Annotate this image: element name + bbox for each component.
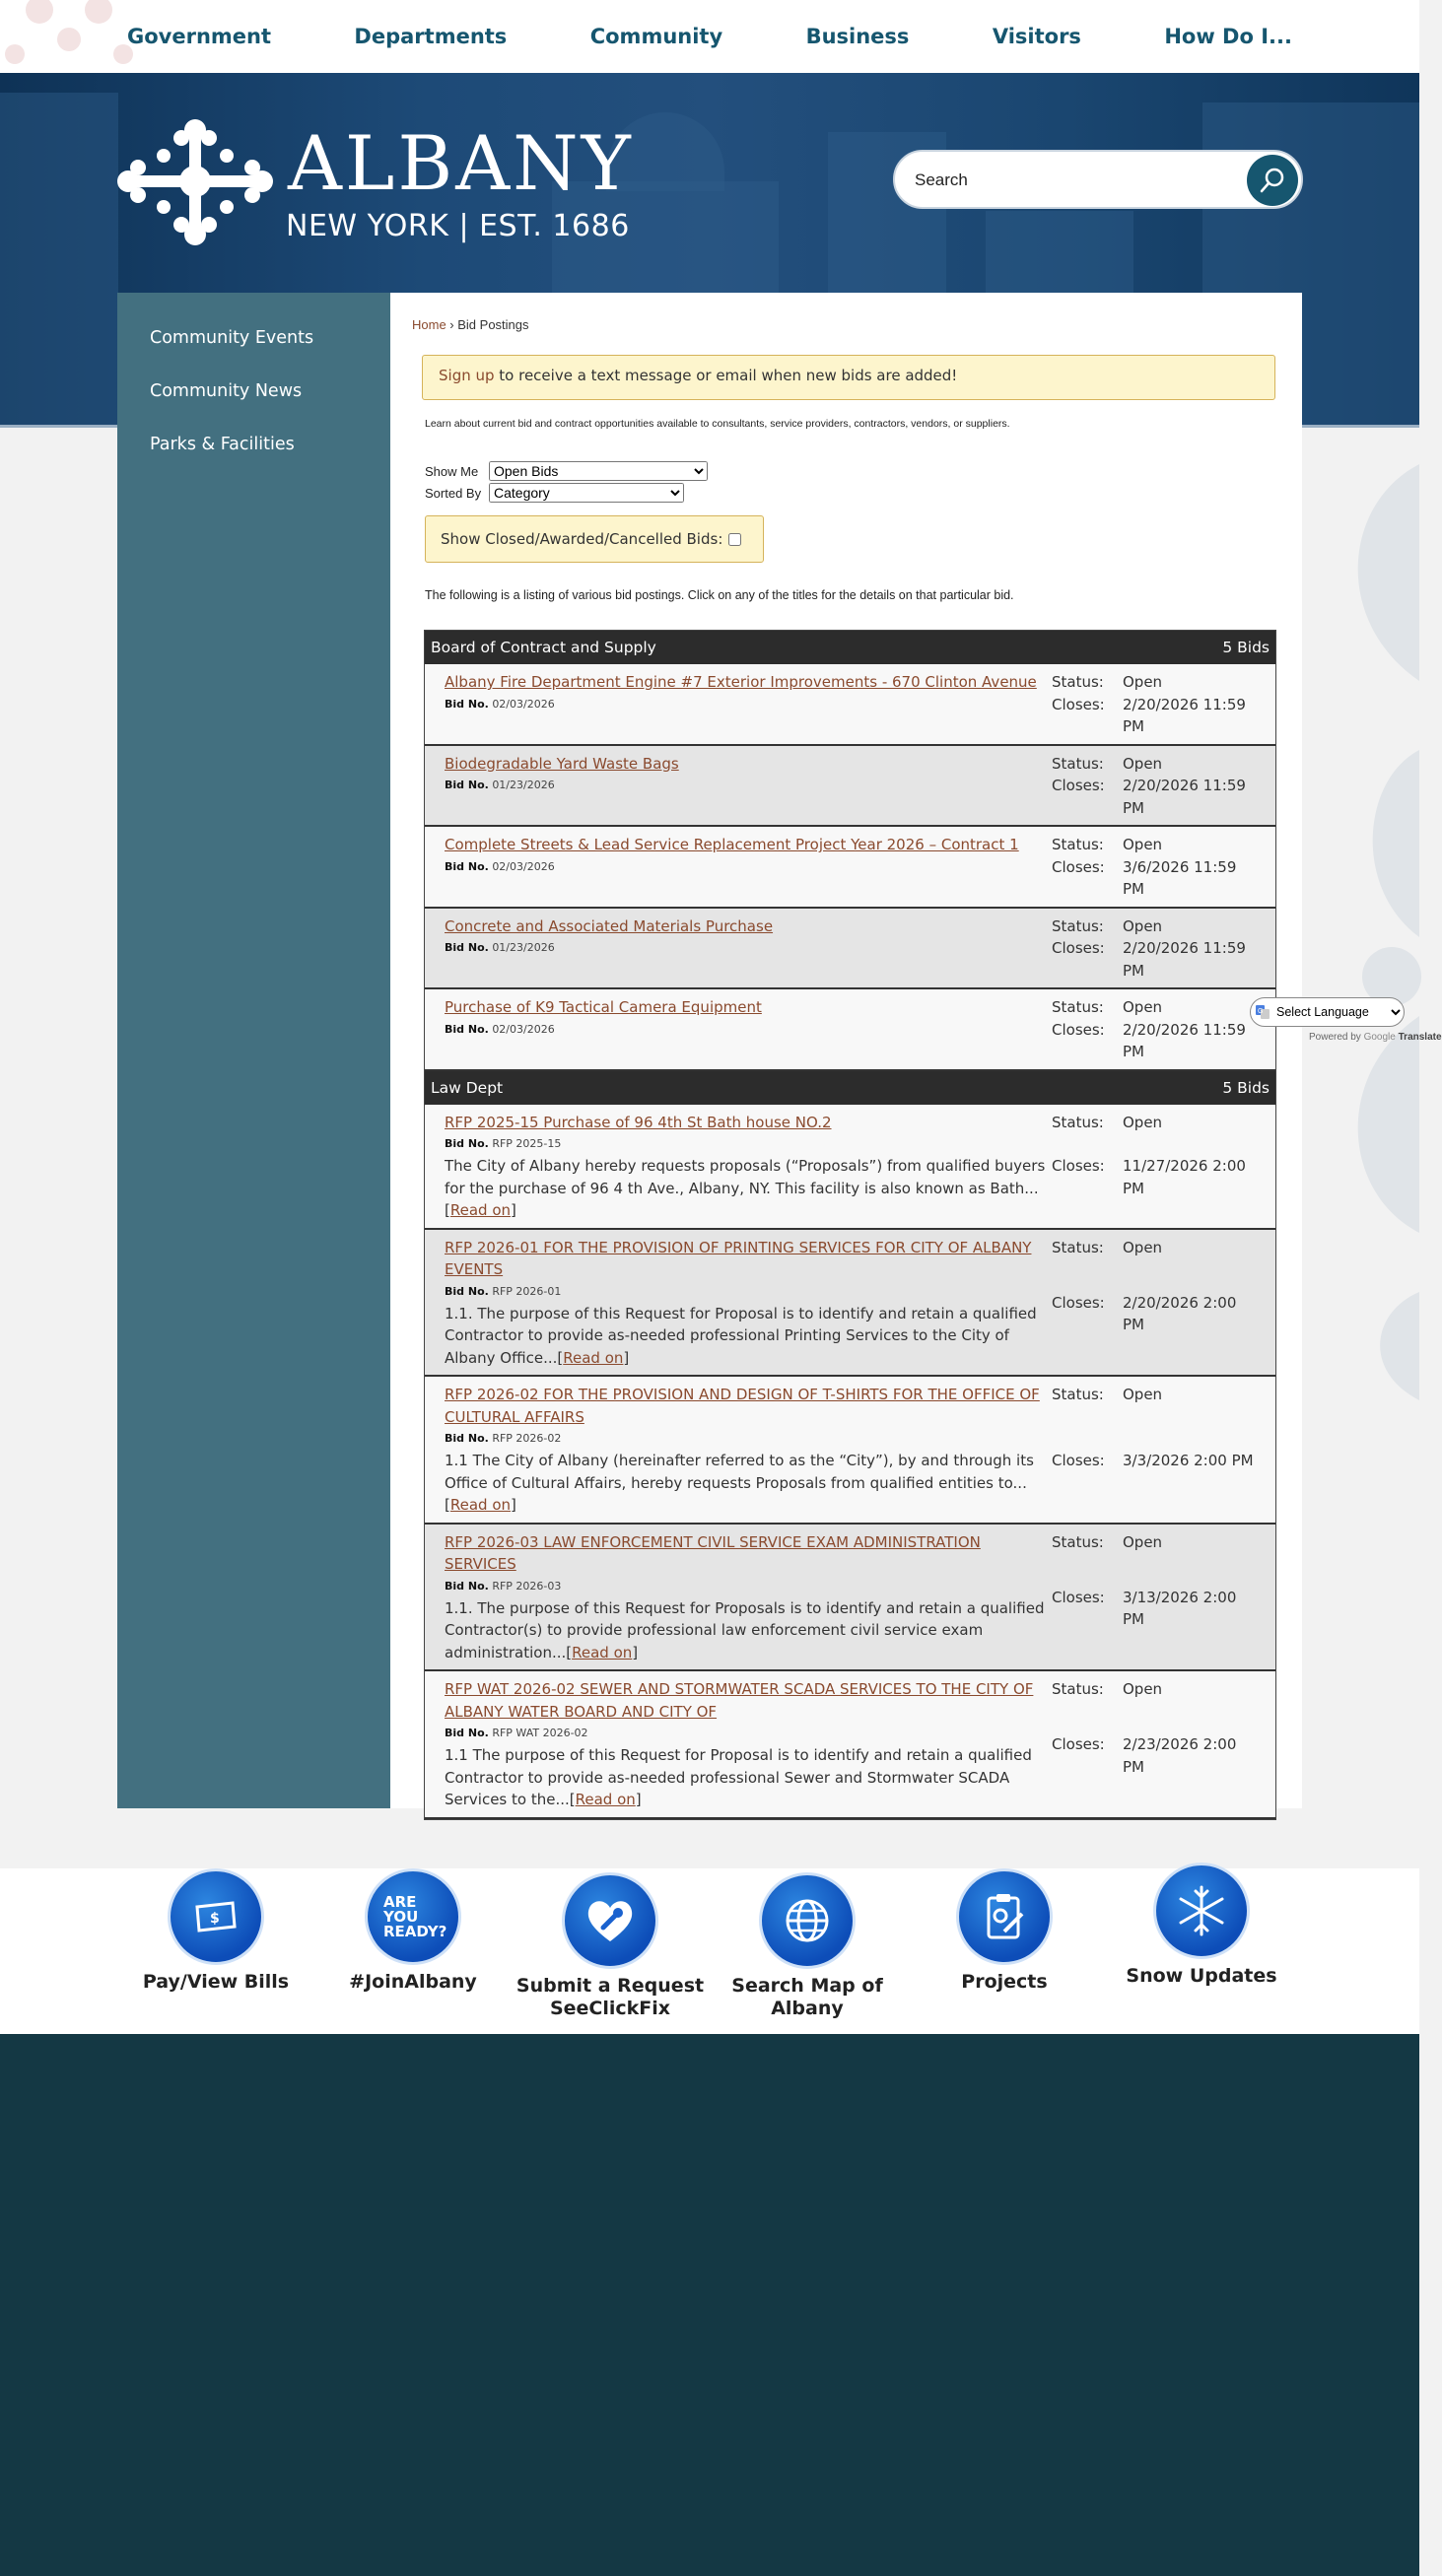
status-label: Status: xyxy=(1052,1113,1104,1131)
bid-number-value: 01/23/2026 xyxy=(492,779,555,791)
bid-meta xyxy=(1052,1531,1264,1664)
bid-description: 1.1. The purpose of this Request for Proposals is to identify and retain a qualified Contractor(s) to provide professional law enforcement civil service exam administration...[Read on] xyxy=(445,1598,1045,1661)
bid-description-text: The City of Albany hereby requests proposals (“Proposals”) from qualified buyers for the purchase of 96 4 th Ave., Albany, NY. This facility is also known as Bath... xyxy=(445,1157,1046,1197)
search-input[interactable] xyxy=(915,166,1210,195)
svg-text:G: G xyxy=(1258,1008,1264,1015)
breadcrumb-home-link[interactable]: Home xyxy=(412,317,446,332)
heart-wrench-icon xyxy=(562,1872,658,1969)
bid-description: 1.1 The purpose of this Request for Proposal is to identify and retain a qualified Contractor to provide as-needed professional Sewer and Stormwater SCADA Services to the...[Read on] xyxy=(445,1746,1032,1808)
breadcrumb xyxy=(412,317,529,332)
category-count: 5 Bids xyxy=(1222,1078,1270,1097)
closes-value: 2/20/2026 11:59 PM xyxy=(1123,695,1246,735)
quick-link-label: Projects xyxy=(961,1971,1048,1993)
quick-link-pay-bills[interactable] xyxy=(117,1868,314,1994)
bid-number-label: Bid No. xyxy=(445,941,489,954)
category-count: 5 Bids xyxy=(1222,639,1270,656)
listing-description: The following is a listing of various bid postings. Click on any of the titles for the details on that particular bid. xyxy=(425,588,1014,602)
bid-title-link[interactable]: Complete Streets & Lead Service Replacement Project Year 2026 – Contract 1 xyxy=(445,836,1019,853)
quick-link-label: #JoinAlbany xyxy=(349,1971,477,1993)
status-value: Open xyxy=(1123,1113,1163,1131)
search-icon xyxy=(1258,166,1287,195)
nav-item-how-do-i[interactable]: How Do I... xyxy=(1164,25,1292,48)
status-label: Status: xyxy=(1052,1386,1104,1403)
bid-row xyxy=(425,909,1275,990)
nav-item-community[interactable]: Community xyxy=(589,25,723,48)
category-name: Law Dept xyxy=(431,1078,504,1097)
signup-notice-text: to receive a text message or email when new bids are added! xyxy=(494,367,958,384)
status-value: Open xyxy=(1123,1238,1163,1256)
intro-text: Learn about current bid and contract opportunities available to consultants, service providers, contractors, vendors, or suppliers. xyxy=(425,418,1010,430)
closes-value: 11/27/2026 2:00 PM xyxy=(1123,1157,1246,1197)
bid-title-link[interactable]: RFP 2026-02 FOR THE PROVISION AND DESIGN OF T-SHIRTS FOR THE OFFICE OF CULTURAL AFFAIRS xyxy=(445,1386,1040,1426)
albany-logo-icon xyxy=(116,116,274,246)
bid-number xyxy=(445,694,1052,715)
bid-meta xyxy=(1052,1237,1264,1370)
bid-row xyxy=(425,664,1275,746)
closes-value: 3/6/2026 11:59 PM xyxy=(1123,857,1237,898)
bid-number-value: 02/03/2026 xyxy=(492,859,555,873)
nav-item-business[interactable]: Business xyxy=(805,25,910,48)
bid-meta xyxy=(1052,996,1264,1063)
nav-item-departments[interactable]: Departments xyxy=(354,25,508,48)
bid-description: The City of Albany hereby requests proposals (“Proposals”) from qualified buyers for the purchase of 96 4 th Ave., Albany, NY. This facility is also known as Bath...[Read on] xyxy=(445,1157,1046,1219)
are-you-ready-icon xyxy=(365,1868,461,1965)
closes-value: 3/13/2026 2:00 PM xyxy=(1123,1588,1237,1628)
svg-text:$: $ xyxy=(210,1911,220,1927)
bid-description: 1.1 The City of Albany (hereinafter referred to as the “City”), by and through its Office of Cultural Affairs, hereby requests Proposals from qualified entities to...[Read on] xyxy=(445,1452,1034,1514)
site-title[interactable]: ALBANY xyxy=(288,119,634,207)
bid-title-link[interactable]: RFP 2026-01 FOR THE PROVISION OF PRINTING SERVICES FOR CITY OF ALBANY EVENTS xyxy=(445,1238,1032,1278)
category-header xyxy=(425,1071,1275,1105)
sorted-by-select[interactable] xyxy=(489,483,684,503)
bid-description-text: 1.1 The purpose of this Request for Proposal is to identify and retain a qualified Contractor to provide as-needed professional Sewer and Stormwater SCADA Services to the... xyxy=(445,1746,1032,1808)
main-content xyxy=(390,293,1302,1808)
bid-title-link[interactable]: RFP WAT 2026-02 SEWER AND STORMWATER SCADA SERVICES TO THE CITY OF ALBANY WATER BOARD AND CITY OF xyxy=(445,1680,1034,1721)
bid-number xyxy=(445,1428,1052,1450)
search-box xyxy=(893,150,1303,209)
status-value: Open xyxy=(1123,916,1163,935)
quick-link-label: Snow Updates xyxy=(1126,1965,1277,1987)
closes-label: Closes: xyxy=(1052,1020,1105,1039)
google-translate-widget xyxy=(1250,997,1442,1043)
bid-row xyxy=(425,1525,1275,1672)
show-closed-checkbox[interactable] xyxy=(728,533,741,546)
closes-label: Closes: xyxy=(1052,1293,1105,1312)
closes-label: Closes: xyxy=(1052,1452,1105,1470)
status-label: Status: xyxy=(1052,1532,1104,1551)
bid-filters xyxy=(425,460,708,504)
clipboard-icon xyxy=(956,1868,1053,1965)
bid-number-value: RFP WAT 2026-02 xyxy=(492,1727,588,1739)
bid-number-label: Bid No. xyxy=(445,1727,489,1739)
read-on-link[interactable]: Read on xyxy=(572,1643,633,1661)
show-me-label: Show Me xyxy=(425,463,479,479)
globe-icon xyxy=(759,1872,856,1969)
status-label: Status: xyxy=(1052,754,1104,773)
bid-description-text: 1.1 The City of Albany (hereinafter referred to as the “City”), by and through its Office of Cultural Affairs, hereby requests Proposals from qualified entities to... xyxy=(445,1452,1034,1492)
closes-value: 2/20/2026 2:00 PM xyxy=(1123,1293,1237,1333)
status-label: Status: xyxy=(1052,1238,1104,1256)
signup-notice xyxy=(422,355,1275,400)
bid-number-value: 02/03/2026 xyxy=(492,697,555,711)
powered-by-google xyxy=(1309,1032,1442,1043)
bid-row xyxy=(425,827,1275,909)
top-navigation xyxy=(0,0,1419,73)
closes-value: 2/23/2026 2:00 PM xyxy=(1123,1735,1237,1776)
quick-link-snow-updates[interactable] xyxy=(1103,1863,1300,1988)
bid-title-link[interactable]: Albany Fire Department Engine #7 Exterior Improvements - 670 Clinton Avenue xyxy=(445,673,1037,691)
breadcrumb-current: Bid Postings xyxy=(457,317,529,332)
status-value: Open xyxy=(1123,673,1163,691)
sidebar-item-parks-facilities[interactable]: Parks & Facilities xyxy=(150,435,295,454)
bid-table xyxy=(424,630,1276,1820)
bid-number-value: RFP 2026-01 xyxy=(492,1284,562,1298)
bid-row xyxy=(425,1671,1275,1819)
show-closed-toggle xyxy=(425,515,764,563)
closes-label: Closes: xyxy=(1052,1588,1105,1606)
language-select[interactable] xyxy=(1250,997,1405,1027)
bid-meta xyxy=(1052,834,1264,901)
closes-value: 3/3/2026 2:00 PM xyxy=(1123,1452,1254,1470)
status-label: Status: xyxy=(1052,1680,1104,1698)
sorted-by-label: Sorted By xyxy=(425,485,482,501)
closes-value: 2/20/2026 11:59 PM xyxy=(1123,939,1246,980)
show-closed-label: Show Closed/Awarded/Cancelled Bids: xyxy=(441,530,723,548)
breadcrumb-separator: › xyxy=(446,317,458,332)
read-on-link[interactable]: Read on xyxy=(449,1201,512,1219)
bid-title-link[interactable]: Concrete and Associated Materials Purchase xyxy=(445,916,774,935)
quick-link-label: Pay/View Bills xyxy=(142,1971,290,1993)
bid-meta xyxy=(1052,671,1264,738)
sidebar xyxy=(117,293,390,1808)
bid-number xyxy=(445,1723,1052,1744)
are-you-ready-text: ARE YOU READY? xyxy=(383,1892,447,1940)
bill-icon xyxy=(168,1868,264,1965)
closes-label: Closes: xyxy=(1052,695,1105,713)
bid-number-value: 01/23/2026 xyxy=(492,941,555,954)
sidebar-item-community-events[interactable]: Community Events xyxy=(150,328,314,348)
google-brand: Google xyxy=(1363,1032,1396,1043)
quick-links xyxy=(0,1868,1419,2034)
bid-number-label: Bid No. xyxy=(445,859,489,873)
bid-meta xyxy=(1052,1678,1264,1811)
signup-link[interactable]: Sign up xyxy=(439,367,495,384)
status-label: Status: xyxy=(1052,916,1104,935)
quick-link-join-albany[interactable] xyxy=(314,1868,512,1994)
bid-row xyxy=(425,1377,1275,1525)
sidebar-item-community-news[interactable]: Community News xyxy=(150,381,303,401)
bid-number-value: RFP 2026-03 xyxy=(492,1579,562,1593)
bid-number-label: Bid No. xyxy=(445,779,489,791)
site-subtitle: NEW YORK | EST. 1686 xyxy=(286,209,630,243)
quick-link-submit-request[interactable] xyxy=(512,1868,709,2020)
bid-number xyxy=(445,1576,1052,1597)
status-label: Status: xyxy=(1052,836,1104,853)
bid-title-link[interactable]: Purchase of K9 Tactical Camera Equipment xyxy=(445,998,762,1016)
bid-number-value: 02/03/2026 xyxy=(492,1022,555,1036)
status-value: Open xyxy=(1123,1386,1163,1403)
status-label: Status: xyxy=(1052,998,1104,1016)
nav-item-government[interactable]: Government xyxy=(127,25,272,48)
bid-number xyxy=(445,1133,1052,1155)
category-header xyxy=(425,631,1275,664)
powered-by-label: Powered by xyxy=(1309,1032,1361,1043)
status-value: Open xyxy=(1123,1680,1163,1698)
bid-meta xyxy=(1052,753,1264,820)
bid-number-value: RFP 2026-02 xyxy=(492,1432,562,1445)
bid-meta xyxy=(1052,915,1264,983)
status-label: Status: xyxy=(1052,673,1104,691)
footer xyxy=(0,2034,1419,2576)
closes-label: Closes: xyxy=(1052,1157,1105,1176)
nav-item-visitors[interactable]: Visitors xyxy=(992,25,1081,48)
bid-description-text: 1.1. The purpose of this Request for Proposal is to identify and retain a qualified Contractor to provide as-needed professional Printing Services to the City of Albany Office... xyxy=(445,1304,1037,1367)
bid-number xyxy=(445,937,1052,959)
snowflake-icon xyxy=(1153,1863,1250,1959)
closes-label: Closes: xyxy=(1052,1735,1105,1753)
bid-row xyxy=(425,1105,1275,1230)
bid-number xyxy=(445,856,1052,878)
closes-value: 2/20/2026 11:59 PM xyxy=(1123,1020,1246,1060)
bid-row xyxy=(425,1230,1275,1378)
status-value: Open xyxy=(1123,836,1163,853)
closes-label: Closes: xyxy=(1052,939,1105,957)
bid-meta xyxy=(1052,1384,1264,1517)
show-me-select[interactable] xyxy=(489,461,708,481)
category-name: Board of Contract and Supply xyxy=(431,639,656,656)
closes-value: 2/20/2026 11:59 PM xyxy=(1123,777,1246,817)
read-on-link[interactable]: Read on xyxy=(449,1496,512,1514)
read-on-link[interactable]: Read on xyxy=(575,1791,636,1808)
bid-number-label: Bid No. xyxy=(445,1022,489,1036)
bid-row xyxy=(425,989,1275,1071)
read-on-link[interactable]: Read on xyxy=(563,1348,624,1367)
quick-link-search-map[interactable] xyxy=(709,1868,906,2020)
search-button[interactable] xyxy=(1247,155,1298,206)
translate-link[interactable]: Translate xyxy=(1398,1032,1442,1043)
bid-number-value: RFP 2025-15 xyxy=(492,1137,562,1150)
bid-number-label: Bid No. xyxy=(445,1137,489,1150)
bid-title-link[interactable]: RFP 2025-15 Purchase of 96 4th St Bath house NO.2 xyxy=(445,1113,832,1131)
google-translate-icon xyxy=(1256,1005,1270,1019)
quick-link-label: Submit a Request SeeClickFix xyxy=(515,1975,705,2019)
bid-meta xyxy=(1052,1112,1264,1222)
bid-title-link[interactable]: Biodegradable Yard Waste Bags xyxy=(445,754,679,773)
bid-number-label: Bid No. xyxy=(445,697,489,711)
status-value: Open xyxy=(1123,998,1163,1016)
bid-title-link[interactable]: RFP 2026-03 LAW ENFORCEMENT CIVIL SERVICE EXAM ADMINISTRATION SERVICES xyxy=(445,1532,981,1573)
bid-description: 1.1. The purpose of this Request for Proposal is to identify and retain a qualified Contractor to provide as-needed professional Printing Services to the City of Albany Office...[Read on] xyxy=(445,1304,1037,1367)
bid-row xyxy=(425,746,1275,828)
bid-number-label: Bid No. xyxy=(445,1579,489,1593)
quick-link-projects[interactable] xyxy=(906,1868,1103,1994)
status-value: Open xyxy=(1123,1532,1163,1551)
quick-link-label: Search Map of Albany xyxy=(731,1975,883,2019)
bid-number xyxy=(445,1281,1052,1303)
bid-number xyxy=(445,1019,1052,1041)
bid-description-text: 1.1. The purpose of this Request for Proposals is to identify and retain a qualified Contractor(s) to provide professional law enforcement civil service exam administration... xyxy=(445,1598,1045,1661)
bid-number-label: Bid No. xyxy=(445,1432,489,1445)
bid-number xyxy=(445,775,1052,796)
bid-number-label: Bid No. xyxy=(445,1284,489,1298)
closes-label: Closes: xyxy=(1052,777,1105,794)
status-value: Open xyxy=(1123,754,1163,773)
closes-label: Closes: xyxy=(1052,857,1105,876)
background-ornament-icon xyxy=(1303,425,1419,1410)
